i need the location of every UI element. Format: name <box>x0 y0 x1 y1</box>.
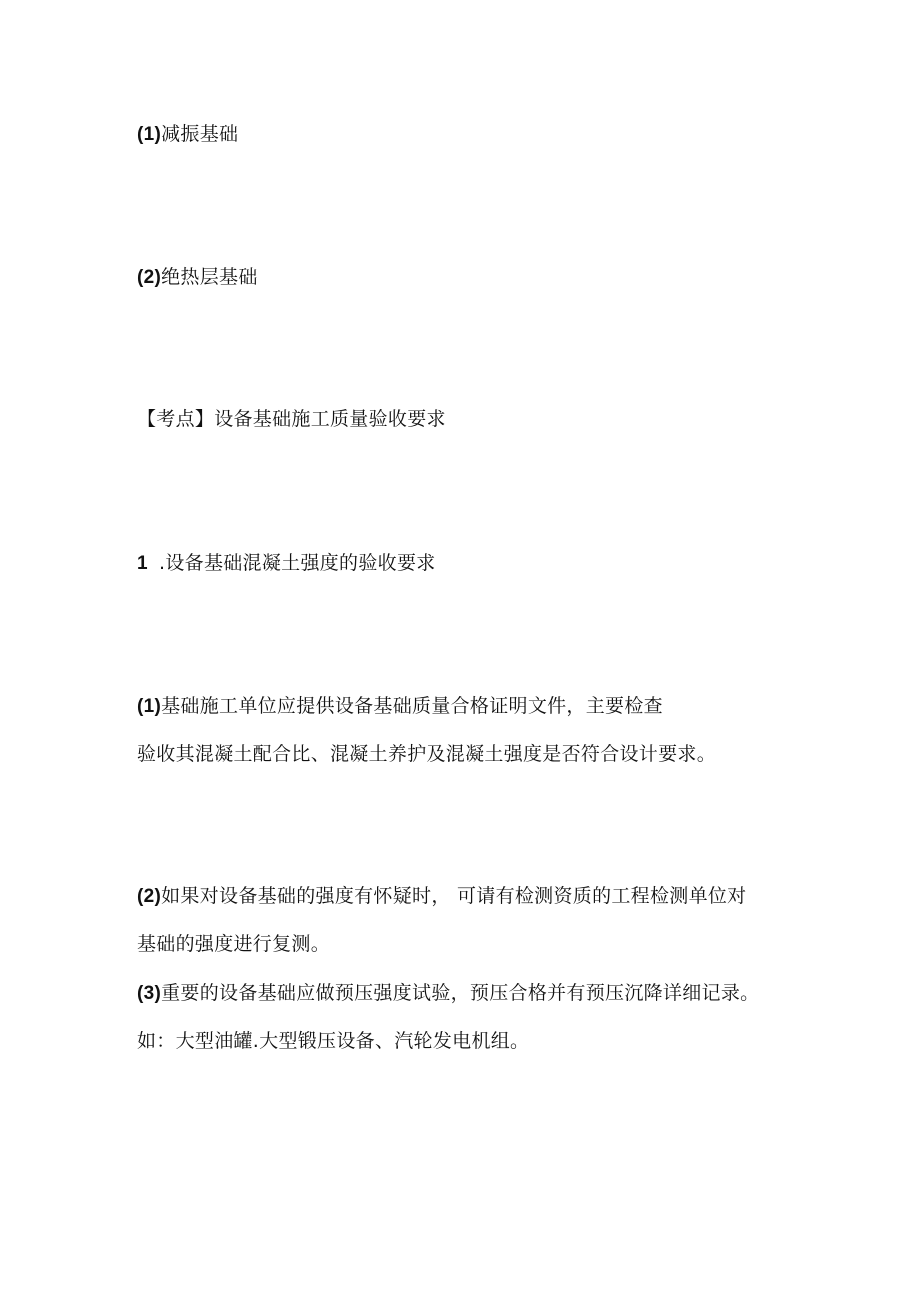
paragraph-3-number: (3) <box>137 983 162 1004</box>
paragraph-1-line-1 <box>137 693 663 720</box>
paragraph-3-text: 重要的设备基础应做预压强度试验，预压合格并有预压沉降详细记录。 <box>161 982 760 1004</box>
paragraph-2-line-1 <box>137 883 746 910</box>
paragraph-3-line-2: 如：大型油罐.大型锻压设备、汽轮发电机组。 <box>137 1030 530 1052</box>
item-2-text: 绝热层基础 <box>161 266 258 288</box>
item-1 <box>137 121 238 148</box>
item-1-number: (1) <box>137 124 162 145</box>
paragraph-2-number: (2) <box>137 886 162 907</box>
item-2 <box>137 264 258 291</box>
paragraph-1-number: (1) <box>137 696 162 717</box>
section-1-number: 1 <box>137 553 148 574</box>
paragraph-1-text: 基础施工单位应提供设备基础质量合格证明文件，主要检查 <box>161 695 663 717</box>
paragraph-2-text: 如果对设备基础的强度有怀疑时， 可请有检测资质的工程检测单位对 <box>161 885 747 907</box>
section-1-text: .设备基础混凝土强度的验收要求 <box>159 552 436 574</box>
section-1-heading <box>137 550 436 577</box>
paragraph-1-line-2: 验收其混凝土配合比、混凝土养护及混凝土强度是否符合设计要求。 <box>137 743 717 765</box>
item-2-number: (2) <box>137 267 162 288</box>
kaodian-heading: 【考点】设备基础施工质量验收要求 <box>137 408 446 430</box>
paragraph-3-line-1 <box>137 980 759 1007</box>
item-1-text: 减振基础 <box>161 123 239 145</box>
paragraph-2-line-2: 基础的强度进行复测。 <box>137 933 331 955</box>
